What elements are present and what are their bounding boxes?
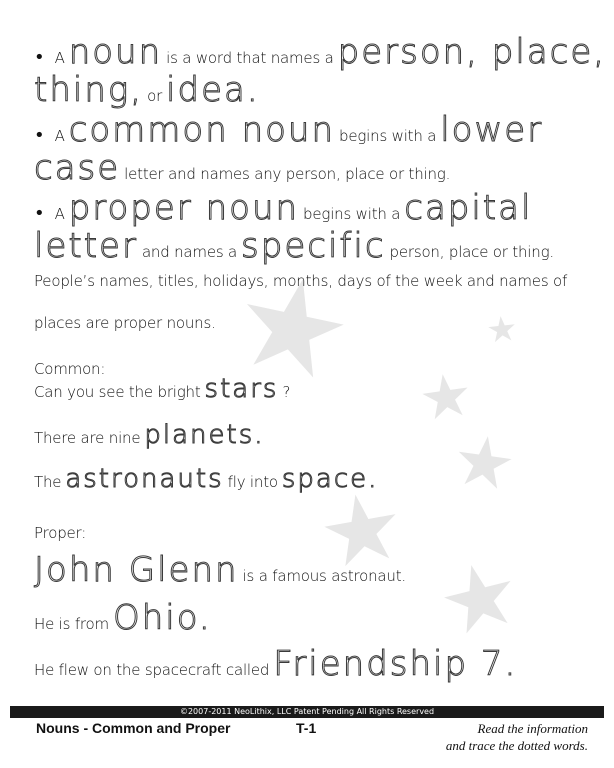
bullet-noun-line2 <box>34 70 594 110</box>
bullet-icon: • <box>34 47 45 68</box>
worksheet-code: T-1 <box>296 720 317 736</box>
text: ? <box>282 383 291 401</box>
trace-word[interactable]: letter <box>34 226 138 266</box>
trace-word[interactable]: thing, <box>34 70 144 110</box>
instructions <box>446 720 588 754</box>
text: and names a <box>141 243 238 261</box>
proper-nouns-note-line2: places are proper nouns. <box>34 314 216 332</box>
bullet-noun-line1 <box>34 32 607 72</box>
proper-sentence-1 <box>34 550 594 590</box>
text: He flew on the spacecraft called <box>34 661 270 679</box>
common-sentence-3 <box>34 464 594 494</box>
instructions-line2: and trace the dotted words. <box>445 738 588 753</box>
text: person, place or thing. <box>389 243 554 261</box>
trace-word[interactable]: person, place, <box>337 32 607 72</box>
common-heading: Common: <box>34 360 106 378</box>
bullet-proper-line1 <box>34 188 594 228</box>
trace-word[interactable]: stars <box>204 374 279 404</box>
proper-heading: Proper: <box>34 524 87 542</box>
trace-word[interactable]: Friendship 7. <box>273 644 518 684</box>
text: A <box>54 127 65 145</box>
trace-word[interactable]: common noun <box>68 110 336 150</box>
text: begins with a <box>339 127 437 145</box>
proper-nouns-note-line1: People’s names, titles, holidays, months, days of the week and names of <box>34 272 568 290</box>
text: fly into <box>227 473 278 491</box>
trace-word[interactable]: lower <box>440 110 544 150</box>
bullet-icon: • <box>34 203 45 224</box>
worksheet-title: Nouns - Common and Proper <box>36 720 231 736</box>
trace-word[interactable]: noun <box>68 32 163 72</box>
text: Can you see the bright <box>34 383 201 401</box>
text: He is from <box>34 615 109 633</box>
text: A <box>54 49 65 67</box>
text: is a word that names a <box>166 49 334 67</box>
text: The <box>34 473 62 491</box>
trace-word[interactable]: space. <box>281 464 379 494</box>
instructions-line1: Read the information <box>477 721 588 736</box>
trace-word[interactable]: specific <box>241 226 386 266</box>
proper-sentence-3 <box>34 644 594 684</box>
common-sentence-1 <box>34 374 594 404</box>
bullet-icon: • <box>34 125 45 146</box>
text: There are nine <box>34 429 141 447</box>
trace-word[interactable]: Ohio. <box>112 598 212 638</box>
text: letter and names any person, place or thing. <box>124 165 451 183</box>
trace-word[interactable]: capital <box>404 188 533 228</box>
bullet-proper-line2 <box>34 226 594 266</box>
proper-sentence-2 <box>34 598 594 638</box>
bullet-common-line2 <box>34 148 594 188</box>
trace-word[interactable]: case <box>34 148 121 188</box>
text: begins with a <box>303 205 401 223</box>
trace-word[interactable]: proper noun <box>68 188 300 228</box>
trace-word[interactable]: John Glenn <box>34 550 239 590</box>
common-sentence-2 <box>34 420 594 450</box>
trace-word[interactable]: planets. <box>144 420 265 450</box>
text: or <box>147 87 163 105</box>
bullet-common-line1 <box>34 110 594 150</box>
trace-word[interactable]: astronauts <box>65 464 224 494</box>
trace-word[interactable]: idea. <box>166 70 260 110</box>
text: A <box>54 205 65 223</box>
copyright-bar: ©2007-2011 NeoLithix, LLC Patent Pending All Rights Reserved <box>10 706 604 718</box>
text: is a famous astronaut. <box>242 567 406 585</box>
